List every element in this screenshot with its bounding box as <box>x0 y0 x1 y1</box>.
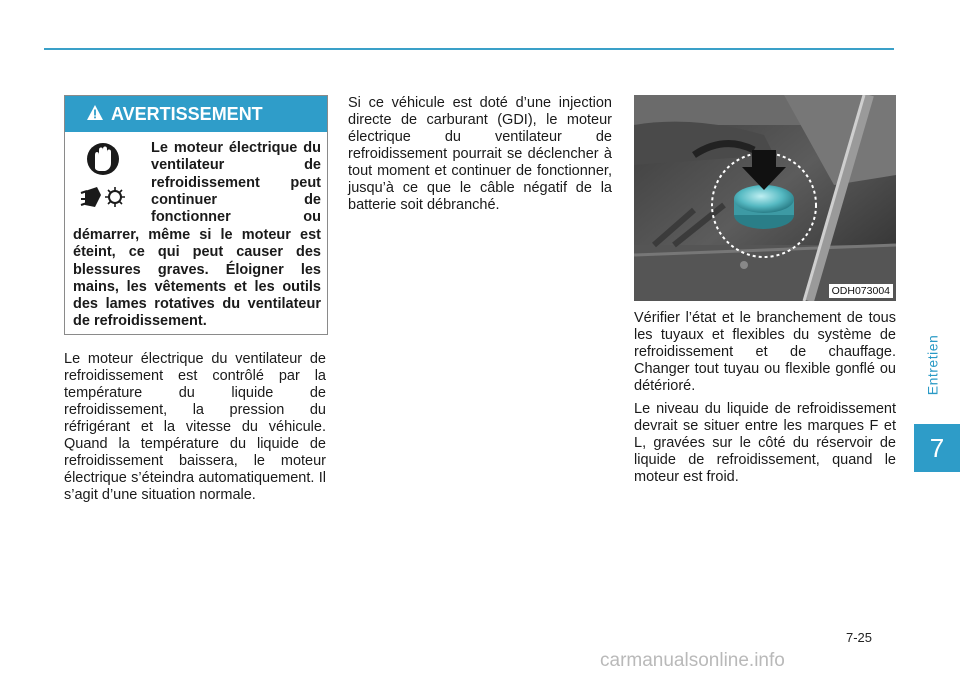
warning-triangle-icon <box>87 104 103 125</box>
body-column-3 <box>634 310 896 492</box>
body-paragraph-gdi: Si ce véhicule est doté d’une injection directe de carburant (GDI), le moteur électrique du ventilateur de refroidissement pourrait se déclencher à tout moment et continuer de fonctionner, jusqu’à ce que le câble négatif de la batterie soit débranché. <box>348 95 612 213</box>
engine-bay-photo <box>634 95 896 301</box>
figure-code: ODH073004 <box>829 284 893 298</box>
chapter-tab: 7 <box>914 424 960 472</box>
warning-header <box>65 96 327 132</box>
hand-fan-hazard-icon <box>73 141 133 213</box>
body-paragraph-coolant-level: Le niveau du liquide de refroidissement devrait se situer entre les marques F et L, gravées sur le côté du réservoir de liquide de refroidissement, quand le moteur est froid. <box>634 401 896 485</box>
page-number: 7-25 <box>846 630 873 645</box>
body-paragraph-hoses: Vérifier l’état et le branchement de tous les tuyaux et flexibles du système de refroidissement et de chauffage. Changer tout tuyau ou flexible gonflé ou détérioré. <box>634 310 896 394</box>
section-name: Entretien <box>924 334 941 396</box>
watermark: carmanualsonline.info <box>600 650 785 671</box>
body-paragraph-fan-control: Le moteur électrique du ventilateur de refroidissement est contrôlé par la température du liquide de refroidissement, la pression du réfrigérant et la vitesse du véhicule. Quand la température du liquide de refroidissement baissera, le moteur électrique s’éteindra automatiquement. Il s’agit d’une situation normale. <box>64 351 326 503</box>
warning-text-beside-icon: Le moteur électrique du ventilateur de refroidissement peut continuer de fonctionner ou <box>151 140 321 226</box>
warning-text-full: démarrer, même si le moteur est éteint, ce qui peut causer des blessures graves. Éloigner les mains, les vêtements et les outils des lames rotatives du ventilateur de refroidissement. <box>73 227 321 330</box>
warning-box <box>64 95 328 335</box>
section-side-label <box>918 300 946 430</box>
warning-title: AVERTISSEMENT <box>111 103 263 124</box>
header-rule <box>44 48 894 50</box>
